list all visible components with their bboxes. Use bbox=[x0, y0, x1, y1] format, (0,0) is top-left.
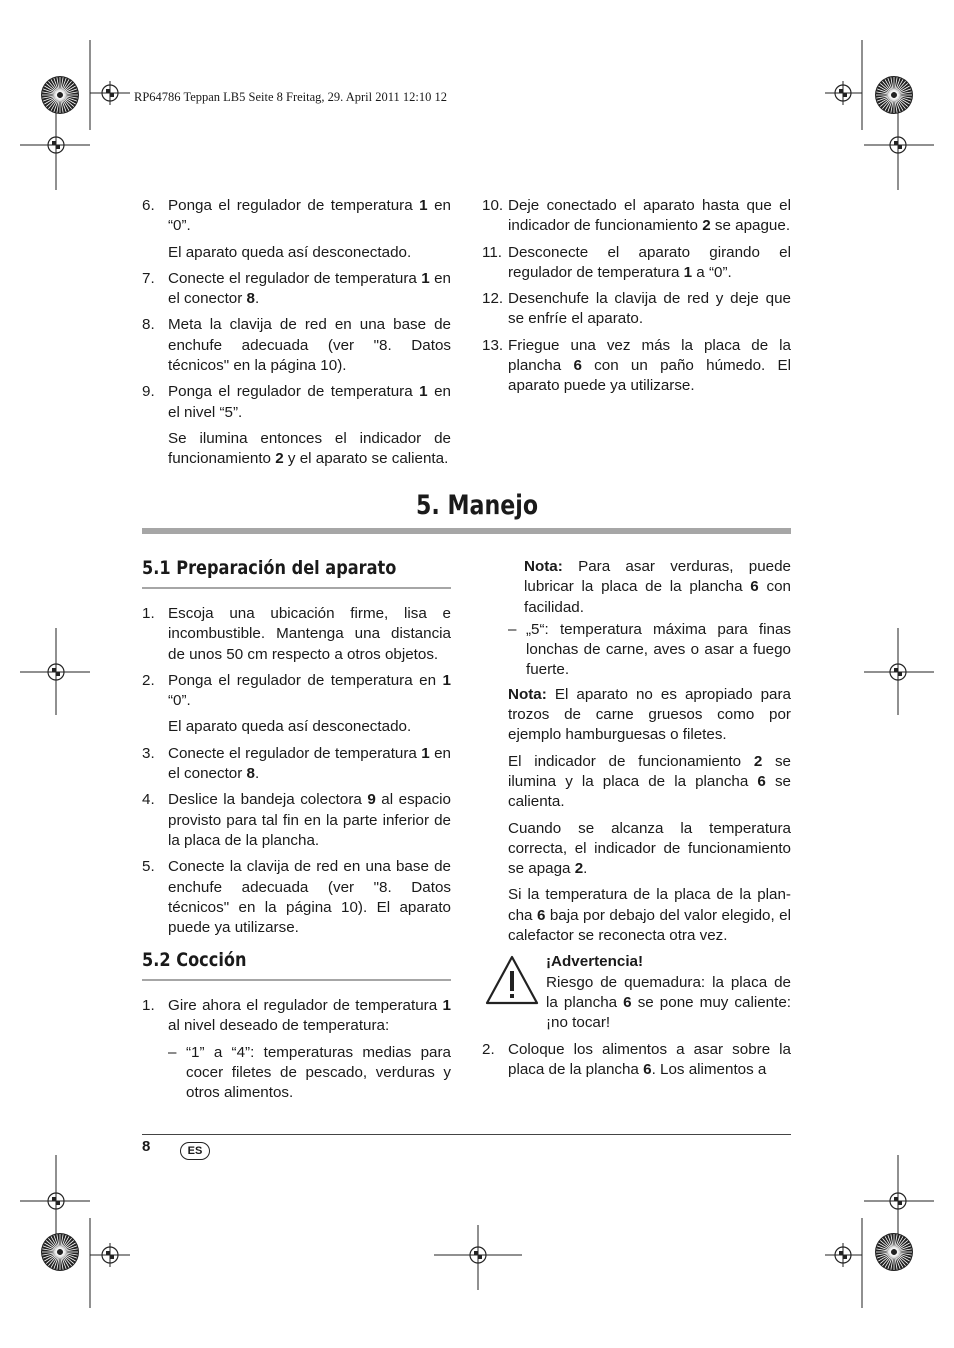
list-item: 1. Gire ahora el regulador de temperatura 1 al nivel deseado de temperatura: bbox=[142, 997, 451, 1035]
list-item: 2. Coloque los alimentos a asar sobre la placa de la plancha 6. Los alimentos a bbox=[482, 1040, 791, 1078]
warning: ¡Advertencia! Riesgo de quemadura: la placa de la plancha 6 se pone muy caliente: ¡no tocar! bbox=[546, 953, 791, 1032]
section-title: 5. Manejo bbox=[415, 490, 539, 521]
language-badge: ES bbox=[180, 1142, 210, 1160]
paragraph: Se ilumina entonces el indicador de funcionamiento 2 y el aparato se calienta. bbox=[168, 429, 451, 468]
sub1-column bbox=[142, 604, 451, 944]
paragraph: El aparato queda así desconectado. bbox=[168, 718, 412, 736]
list-item: 5. Conecte la clavija de red en una base de enchufe adecuada (ver "8. Datos técnicos" en la página 10). El aparato puede ya utilizarse. bbox=[142, 858, 451, 937]
heading-rule bbox=[142, 979, 451, 981]
list-item: 8. Meta la clavija de red en una base de enchufe adecuada (ver "8. Datos técnicos" en la página 10). bbox=[142, 316, 451, 375]
heading-rule bbox=[142, 587, 451, 589]
subsection-heading: 5.2 Cocción bbox=[142, 949, 247, 971]
top-left-column bbox=[142, 196, 451, 476]
list-item: 9. Ponga el regulador de temperatura 1 en el nivel “5”. bbox=[142, 383, 451, 421]
right-column bbox=[482, 557, 791, 1086]
list-item: 4. Deslice la bandeja colectora 9 al espacio provisto para tal fin en la parte inferior de la placa de la plancha. bbox=[142, 791, 451, 849]
item-number: 6. bbox=[142, 197, 155, 214]
footer-rule bbox=[142, 1134, 791, 1135]
dash-item: – “1” a “4”: temperaturas medias para cocer filetes de pescado, verduras y otros alimentos. bbox=[168, 1043, 451, 1102]
warning-triangle-icon bbox=[484, 954, 540, 1006]
list-item: 1. Escoja una ubicación firme, lisa e incombustible. Mantenga una distancia de unos 50 cm respecto a otros objetos. bbox=[142, 605, 451, 663]
sub2-column bbox=[142, 996, 451, 1107]
list-item: 12. Desenchufe la clavija de red y deje que se enfríe el aparato. bbox=[482, 290, 791, 328]
note: Nota: Para asar verduras, puede lubricar la placa de la plancha 6 con facilidad. bbox=[524, 558, 791, 616]
dash-item: – „5“: temperatura máxima para finas lonchas de carne, aves o asar a fuego fuerte. bbox=[508, 620, 791, 679]
subsection-heading: 5.1 Preparación del aparato bbox=[142, 557, 397, 579]
list-item: 10. Deje conectado el aparato hasta que el indicador de funcionamiento 2 se apague. bbox=[482, 197, 791, 235]
section-rule bbox=[142, 528, 791, 534]
top-right-column bbox=[482, 196, 791, 403]
paragraph: El indicador de funcionamiento 2 se ilumina y la placa de la plancha 6 se calienta. bbox=[508, 752, 791, 811]
paragraph: Si la temperatura de la placa de la plan- cha 6 baja por debajo del valor elegido, el calefactor se reconecta otra vez. bbox=[508, 886, 791, 945]
list-item: 11. Desconecte el aparato girando el regulador de temperatura 1 a “0”. bbox=[482, 243, 791, 281]
note: Nota: El aparato no es apropiado para trozos de carne gruesos como por ejemplo hamburguesas o filetes. bbox=[508, 685, 791, 744]
list-item: 7. Conecte el regulador de temperatura 1 en el conector 8. bbox=[142, 269, 451, 308]
list-item: 3. Conecte el regulador de temperatura 1 en el conector 8. bbox=[142, 744, 451, 783]
page-number: 8 bbox=[142, 1138, 151, 1155]
list-item: 13. Friegue una vez más la placa de la plancha 6 con un paño húmedo. El aparato puede ya utilizarse. bbox=[482, 336, 792, 395]
list-item: 2. Ponga el regulador de temperatura en 1 “0”. bbox=[142, 671, 451, 710]
paragraph: El aparato queda así desconectado. bbox=[168, 243, 412, 261]
paragraph: Cuando se alcanza la temperatura correcta, el indicador de funcionamiento se apaga 2. bbox=[508, 819, 791, 878]
list-item: 6. Ponga el regulador de temperatura 1 en “0”. bbox=[142, 197, 451, 235]
print-slug: RP64786 Teppan LB5 Seite 8 Freitag, 29. April 2011 12:10 12 bbox=[134, 90, 448, 104]
